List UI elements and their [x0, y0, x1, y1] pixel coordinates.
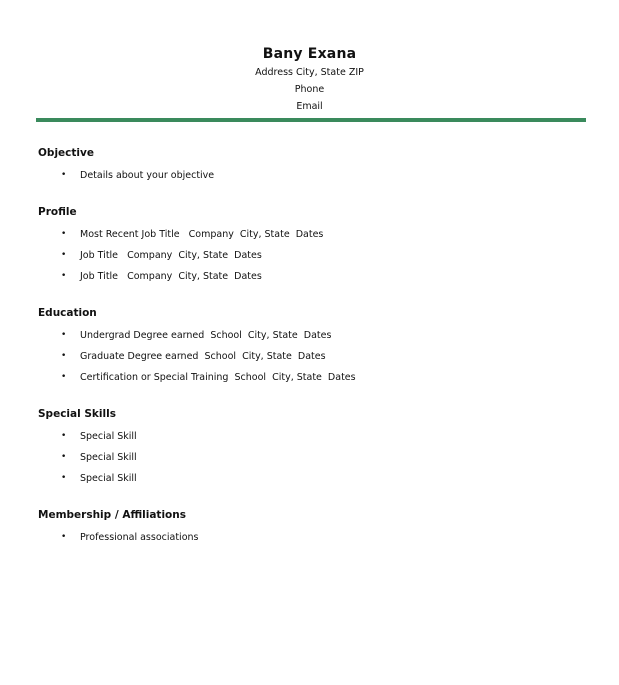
section-membership	[38, 507, 598, 548]
section-title: Education	[38, 307, 97, 319]
list-item-text: Special Skill	[80, 452, 137, 463]
resume-header	[0, 44, 619, 115]
email-line: Email	[296, 101, 323, 112]
list-item	[38, 165, 598, 186]
bullet-icon: •	[61, 330, 67, 340]
section-special-skills	[38, 406, 598, 489]
section-list	[38, 426, 598, 489]
bullet-icon: •	[61, 271, 67, 281]
list-item	[38, 325, 598, 346]
list-item	[38, 367, 598, 388]
section-list	[38, 527, 598, 548]
list-item-text: Most Recent Job Title Company City, State Dates	[80, 229, 324, 240]
bullet-icon: •	[61, 452, 67, 462]
list-item	[38, 346, 598, 367]
bullet-icon: •	[61, 170, 67, 180]
list-item-text: Professional associations	[80, 532, 199, 543]
candidate-name: Bany Exana	[262, 46, 357, 62]
list-item	[38, 245, 598, 266]
list-item-text: Special Skill	[80, 431, 137, 442]
section-objective	[38, 145, 598, 186]
list-item-text: Job Title Company City, State Dates	[80, 271, 262, 282]
header-divider	[36, 118, 586, 122]
bullet-icon: •	[61, 250, 67, 260]
address-line: Address City, State ZIP	[255, 67, 364, 78]
bullet-icon: •	[61, 351, 67, 361]
list-item-text: Graduate Degree earned School City, State Dates	[80, 351, 326, 362]
section-title: Objective	[38, 147, 94, 159]
list-item-text: Special Skill	[80, 473, 137, 484]
phone-line: Phone	[294, 84, 325, 95]
section-title: Special Skills	[38, 408, 116, 420]
list-item-text: Certification or Special Training School City, State Dates	[80, 372, 356, 383]
list-item	[38, 447, 598, 468]
list-item	[38, 527, 598, 548]
bullet-icon: •	[61, 372, 67, 382]
bullet-icon: •	[61, 473, 67, 483]
section-title: Membership / Affiliations	[38, 509, 186, 521]
list-item-text: Job Title Company City, State Dates	[80, 250, 262, 261]
section-profile	[38, 204, 598, 287]
bullet-icon: •	[61, 532, 67, 542]
section-list	[38, 325, 598, 388]
bullet-icon: •	[61, 229, 67, 239]
section-list	[38, 224, 598, 287]
list-item-text: Details about your objective	[80, 170, 215, 181]
list-item	[38, 266, 598, 287]
list-item	[38, 224, 598, 245]
section-education	[38, 305, 598, 388]
list-item	[38, 426, 598, 447]
list-item	[38, 468, 598, 489]
section-title: Profile	[38, 206, 77, 218]
list-item-text: Undergrad Degree earned School City, State Dates	[80, 330, 332, 341]
bullet-icon: •	[61, 431, 67, 441]
section-list	[38, 165, 598, 186]
